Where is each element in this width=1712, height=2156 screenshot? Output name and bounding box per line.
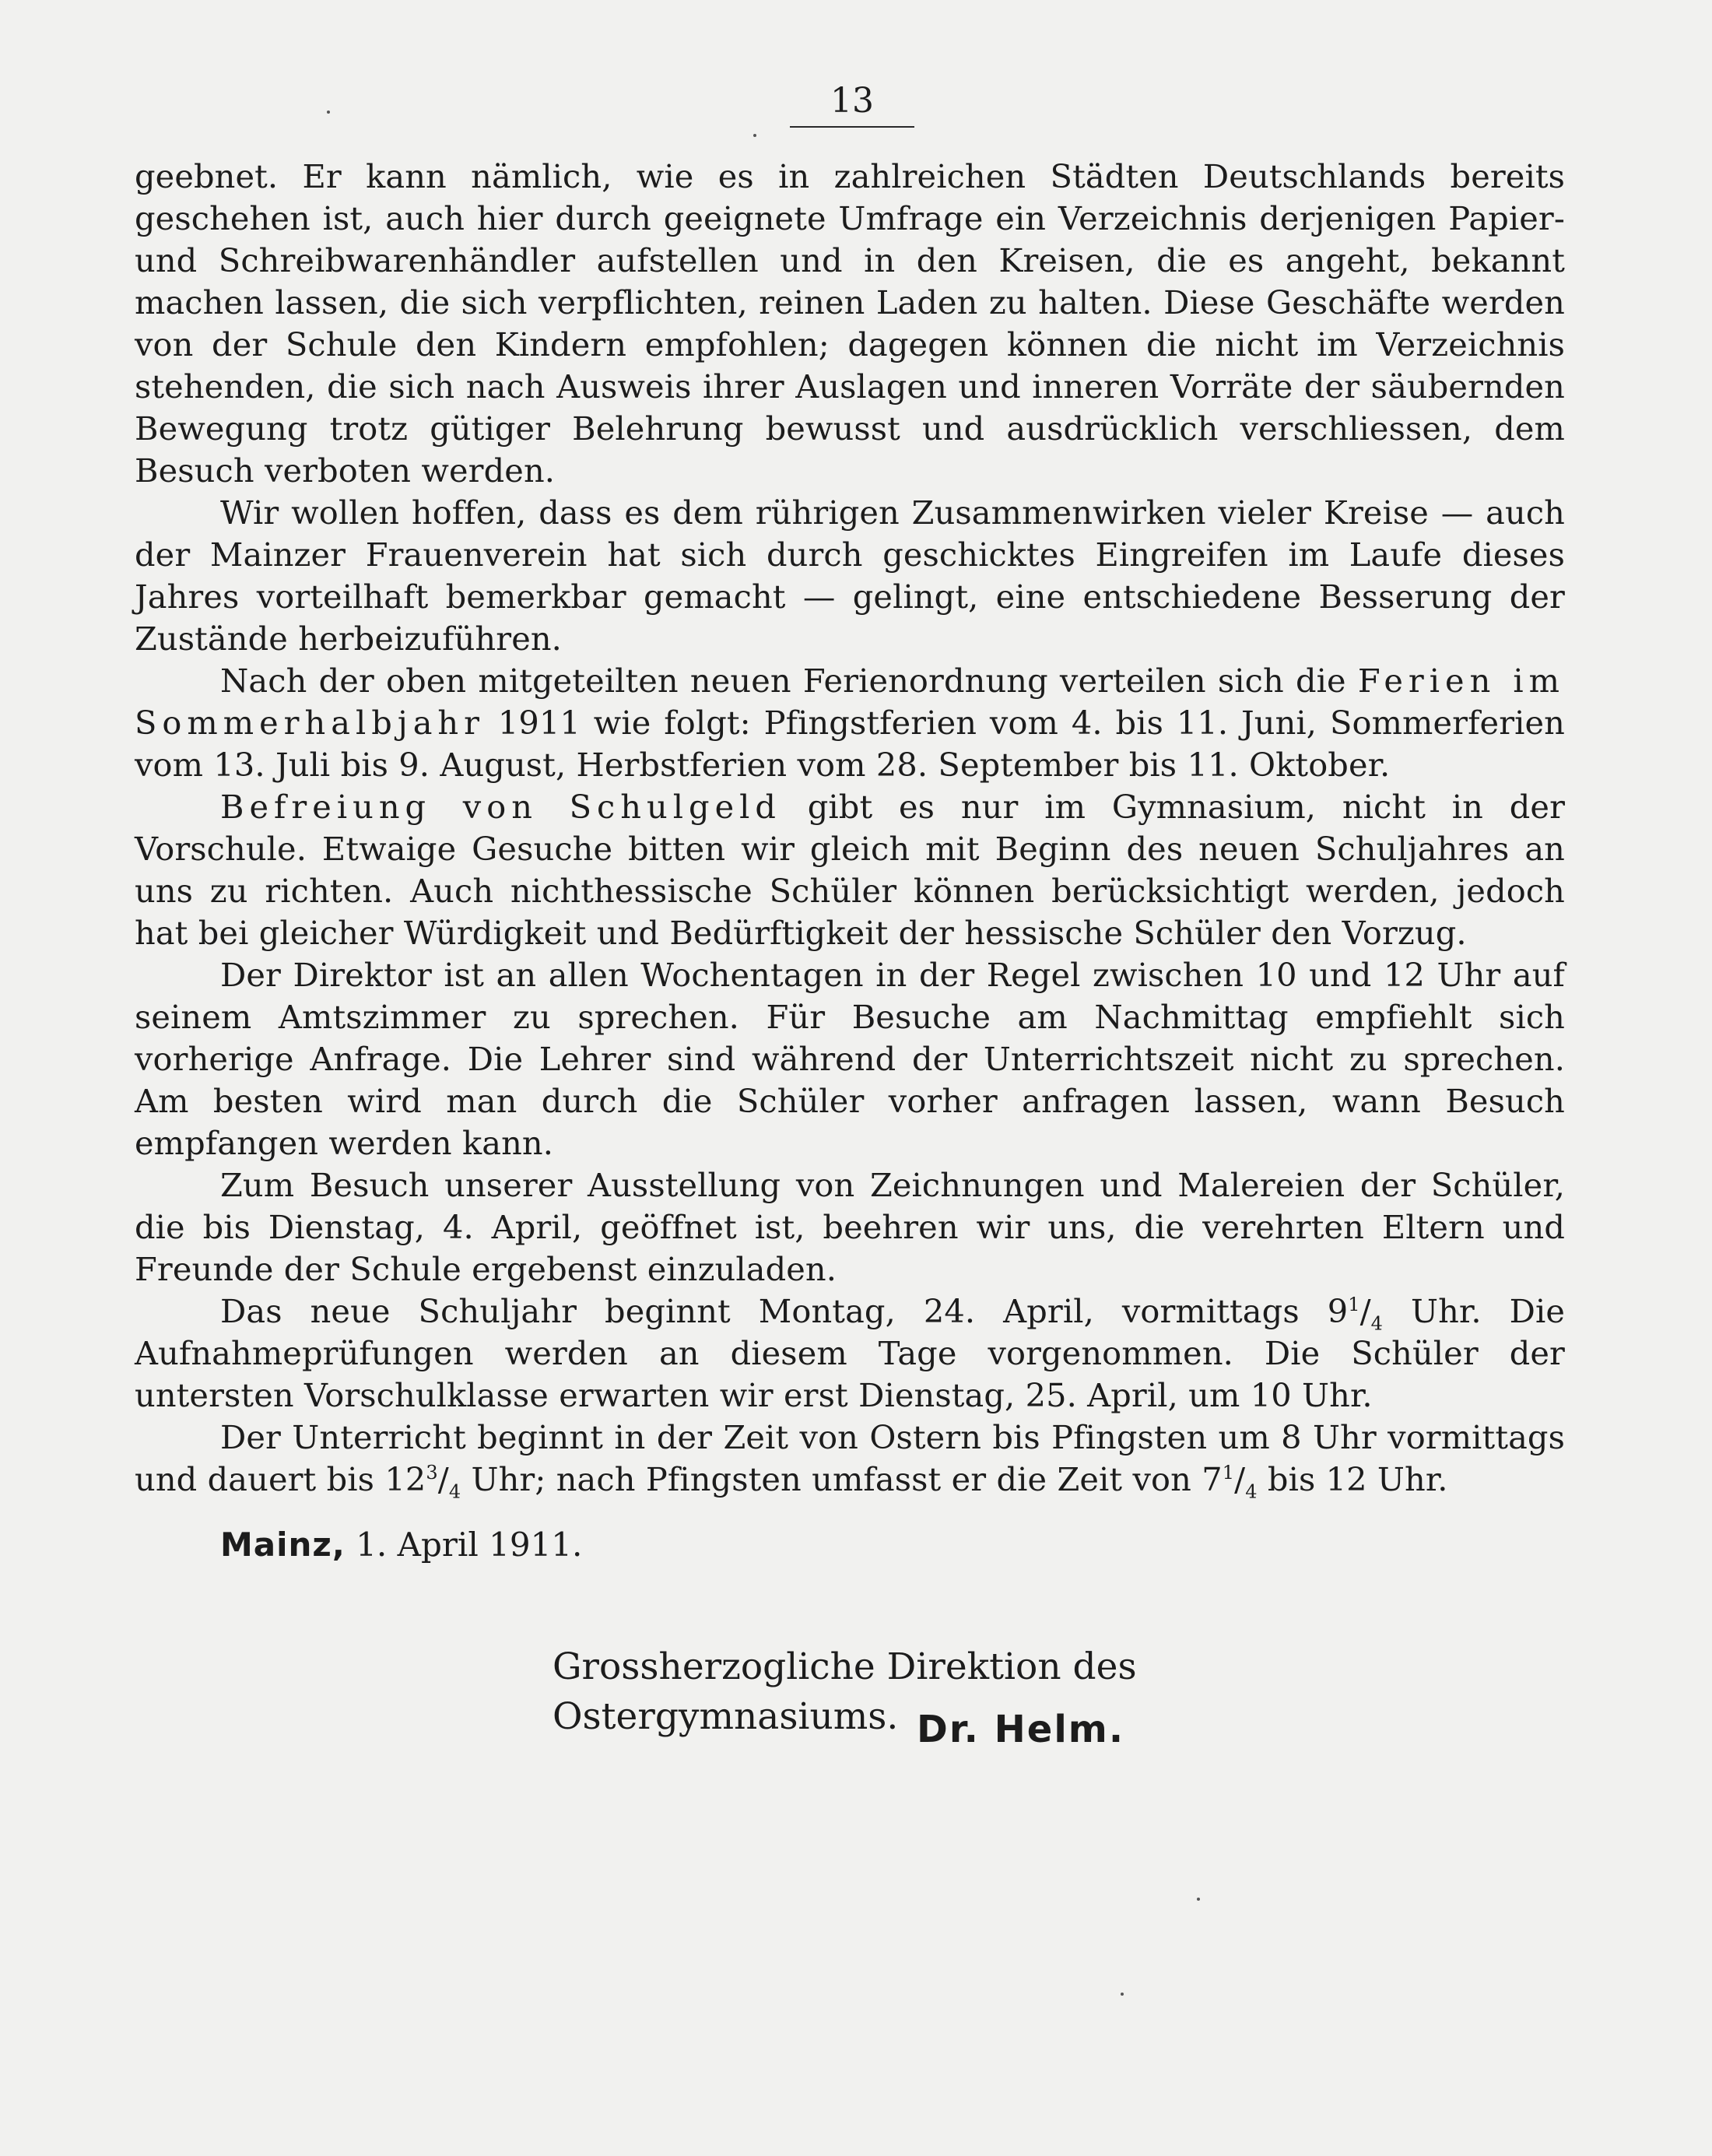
signature-name: Dr. Helm. (917, 1708, 1125, 1751)
unterricht-middle: Uhr; nach Pfingsten umfasst er die Zeit von 7 (461, 1460, 1223, 1498)
fraction-denominator: 4 (1245, 1480, 1258, 1503)
schuljahr-before: Das neue Schuljahr beginnt Montag, 24. April, vormittags 9 (220, 1292, 1349, 1330)
fraction-numerator: 3 (426, 1462, 438, 1484)
fraction-numerator: 1 (1222, 1462, 1235, 1484)
schulgeld-emphasis: Befreiung von Schulgeld (220, 788, 781, 826)
paper-speck (1121, 1993, 1124, 1996)
place-date-line (220, 1522, 582, 1568)
paragraph-frauenverein: Wir wollen hoffen, dass es dem rührigen Zusammenwirken vieler Kreise — auch der Mainzer Frauenverein hat sich durch geschicktes Eingreifen im Laufe dieses Jahres vorteilhaft bemerkbar gemacht — gelingt, eine entschiedene Besserung der Zustände herbeizuführen. (135, 493, 1565, 658)
paragraph-ferien (135, 660, 1565, 786)
schuljahr-after: Uhr. Die Aufnahmeprüfungen werden an diesem Tage vorgenommen. Die Schüler der untersten Vorschulklasse erwarten wir erst Dienstag, 25. April, um 10 Uhr. (135, 1292, 1565, 1414)
paragraph-schuljahr: Das neue Schuljahr beginnt Montag, 24. April, vormittags $9^1/_4$ Uhr. Die Aufnahmeprüfungen werden an diesem Tage vorgenommen. Die Schüler der untersten Vorschulklasse erwarten wir erst Dienstag, 25. April, um 10 Uhr. (135, 1292, 1565, 1414)
fraction-numerator: 1 (1348, 1294, 1360, 1316)
paragraph-unterricht: Der Unterricht beginnt in der Zeit von Ostern bis Pfingsten um 8 Uhr vormittags und dauert bis $12^3/_4$ Uhr; nach Pfingsten umfasst er die Zeit von $7^1/_4$ bis 12 Uhr. (135, 1418, 1565, 1503)
paper-speck (753, 134, 756, 137)
date: 1. April 1911. (356, 1526, 583, 1564)
paragraph-direktor: Der Direktor ist an allen Wochentagen in der Regel zwischen 10 und 12 Uhr auf seinem Amtszimmer zu sprechen. Für Besuche am Nachmittag empfiehlt sich vorherige Anfrage. Die Lehrer sind während der Unterrichtszeit nicht zu sprechen. Am besten wird man durch die Schüler vorher anfragen lassen, wann Besuch empfangen werden kann. (135, 956, 1565, 1162)
unterricht-before: Der Unterricht beginnt in der Zeit von Ostern bis Pfingsten um 8 Uhr vormittags und dauert bis 12 (135, 1418, 1565, 1498)
paper-speck (327, 111, 330, 114)
signature-organization: Grossherzogliche Direktion des Ostergymnasiums. (553, 1645, 1137, 1738)
ferien-rest: 1911 wie folgt: Pfingstferien vom 4. bis 11. Juni, Sommerferien vom 13. Juli bis 9. August, Herbstferien vom 28. September bis 11. Oktober. (135, 704, 1565, 784)
ferien-emphasis: Ferien im Sommerhalbjahr (135, 662, 1565, 742)
place: Mainz, (220, 1526, 346, 1564)
schulgeld-rest: gibt es nur im Gymnasium, nicht in der Vorschule. Etwaige Gesuche bitten wir gleich mit Beginn des neuen Schuljahres an uns zu richten. Auch nichthessische Schüler können berücksichtigt werden, jedoch hat bei gleicher Würdigkeit und Bedürftigkeit der hessische Schüler den Vorzug. (135, 788, 1566, 952)
paragraph-ausstellung: Zum Besuch unserer Ausstellung von Zeichnungen und Malereien der Schüler, die bis Dienstag, 4. April, geöffnet ist, beehren wir uns, die verehrten Eltern und Freunde der Schule ergebenst einzuladen. (135, 1166, 1565, 1288)
fraction-denominator: 4 (1370, 1312, 1384, 1335)
fraction-denominator: 4 (448, 1480, 461, 1503)
paragraph-schulgeld (135, 786, 1565, 954)
paragraph-schreibwaren: geebnet. Er kann nämlich, wie es in zahlreichen Städten Deutschlands bereits geschehen ist, auch hier durch geeignete Umfrage ein Verzeichnis derjenigen Papier- und Schreibwarenhändler aufstellen und in den Kreisen, die es angeht, bekannt machen lassen, die sich verpflichten, reinen Laden zu halten. Diese Geschäfte werden von der Schule den Kindern empfohlen; dagegen können die nicht im Verzeichnis stehenden, die sich nach Ausweis ihrer Auslagen und inneren Vorräte der säubernden Bewegung trotz gütiger Belehrung bewusst und ausdrücklich verschliessen, dem Besuch verboten werden. (135, 157, 1565, 490)
unterricht-after: bis 12 Uhr. (1257, 1460, 1448, 1498)
page-number: 13 (790, 78, 914, 128)
paper-speck (1197, 1898, 1200, 1901)
body-text (135, 156, 1565, 1501)
ferien-intro: Nach der oben mitgeteilten neuen Ferienordnung verteilen sich die (220, 662, 1346, 700)
